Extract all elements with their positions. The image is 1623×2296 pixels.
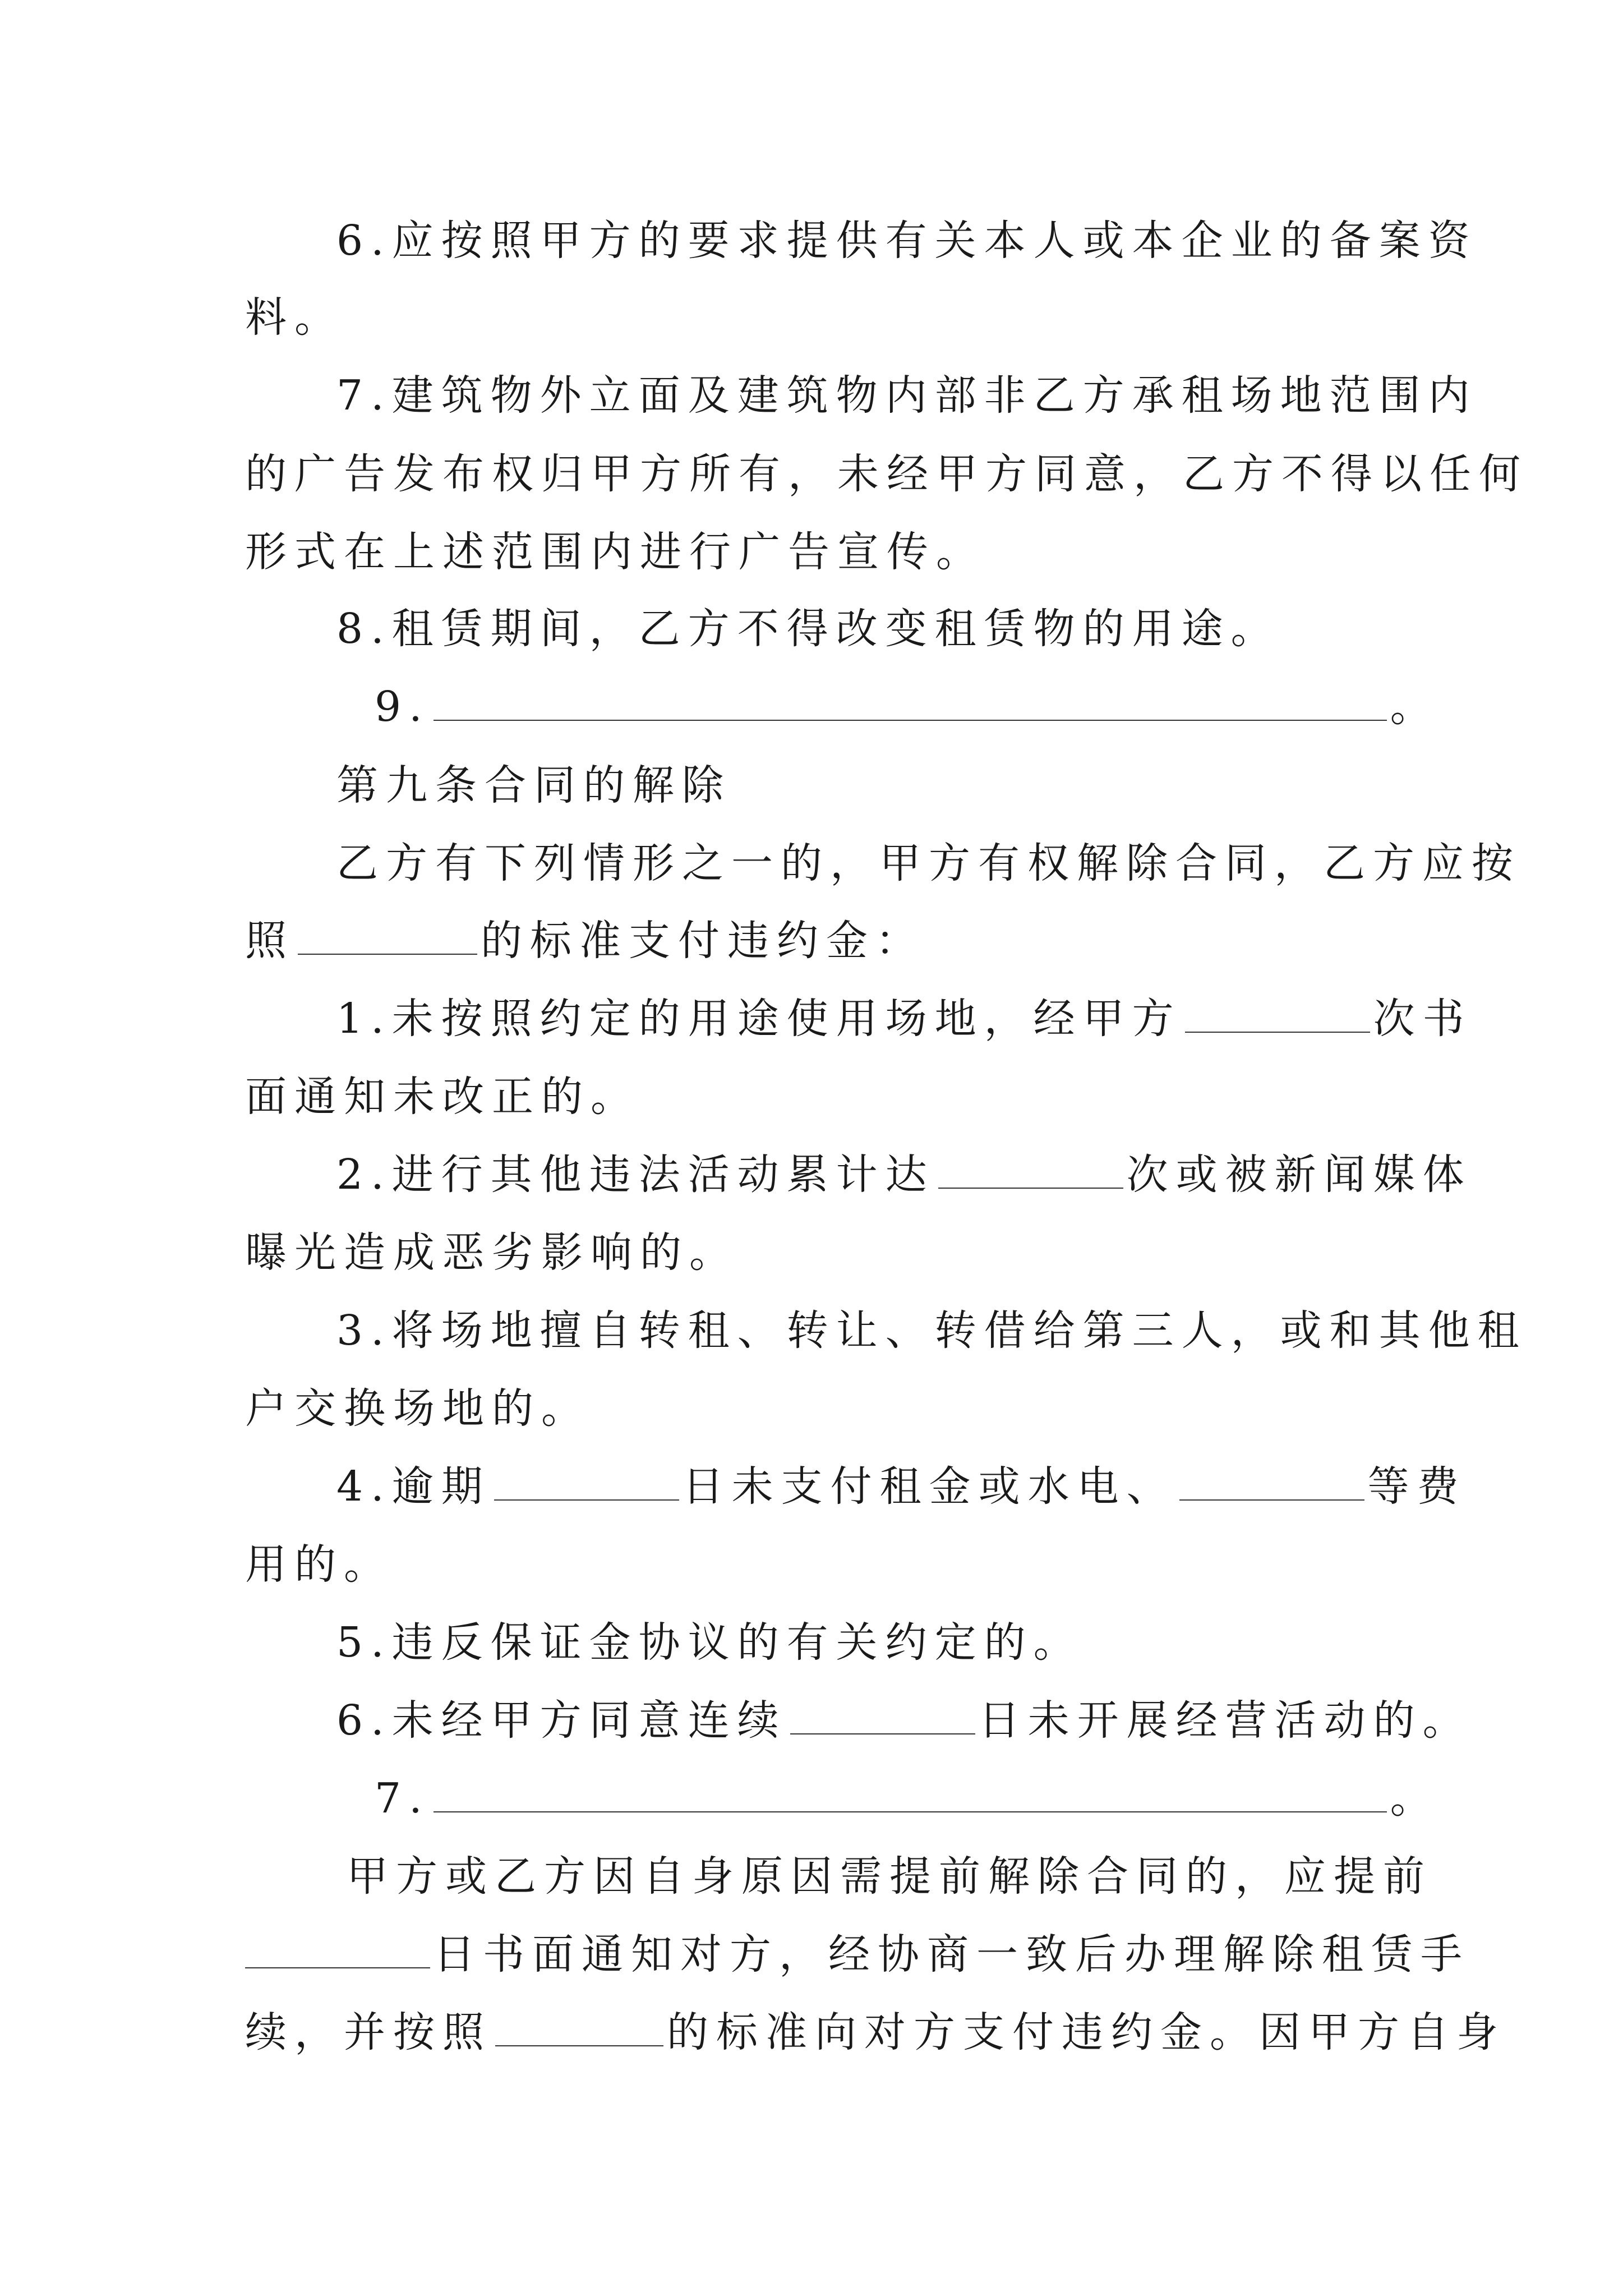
fill-in-blank xyxy=(1179,1466,1364,1501)
text: 。 xyxy=(1390,1774,1440,1823)
text: 6.未经甲方同意连续 xyxy=(336,1696,787,1745)
fill-in-blank xyxy=(495,2012,663,2046)
text: 9. xyxy=(375,683,430,731)
text: 2.进行其他违法活动累计达 xyxy=(336,1151,935,1199)
text: 户交换场地的。 xyxy=(245,1384,591,1433)
paragraph-line xyxy=(245,1069,640,1125)
paragraph-line xyxy=(245,524,985,580)
text: 乙方有下列情形之一的，甲方有权解除合同，乙方应按 xyxy=(336,839,1521,887)
fill-in-blank xyxy=(298,920,477,955)
paragraph-line xyxy=(336,1303,1527,1359)
text: 1.未按照约定的用途使用场地，经甲方 xyxy=(336,995,1182,1043)
text: 3.将场地擅自转租、转让、转借给第三人，或和其他租 xyxy=(336,1306,1527,1355)
text: 曝光造成恶劣影响的。 xyxy=(245,1228,739,1277)
text: 7.建筑物外立面及建筑物内部非乙方承租场地范围内 xyxy=(336,371,1478,420)
text: 续，并按照 xyxy=(245,2008,492,2056)
paragraph-line xyxy=(245,446,1528,502)
paragraph-line xyxy=(245,2004,1506,2060)
text: 等费 xyxy=(1367,1462,1467,1511)
text: 次书 xyxy=(1373,995,1472,1043)
paragraph-line xyxy=(336,1147,1472,1203)
paragraph-line xyxy=(245,1536,393,1593)
fill-in-blank xyxy=(494,1466,679,1501)
paragraph-line xyxy=(336,991,1472,1047)
text: 7. xyxy=(375,1774,430,1823)
text: 的标准向对方支付违约金。因甲方自身 xyxy=(667,2008,1506,2056)
paragraph-line xyxy=(336,835,1521,891)
text: 5.违反保证金协议的有关约定的。 xyxy=(336,1618,1083,1667)
paragraph-line xyxy=(336,601,1280,657)
text: 甲方或乙方因自身原因需提前解除合同的，应提前 xyxy=(347,1852,1432,1901)
text: 第九条合同的解除 xyxy=(336,761,731,809)
paragraph-line xyxy=(245,913,925,969)
fill-in-blank xyxy=(1185,998,1370,1033)
fill-in-blank xyxy=(938,1154,1123,1189)
paragraph-line xyxy=(336,1614,1083,1671)
paragraph-line xyxy=(245,1926,1470,1982)
paragraph-line xyxy=(336,367,1478,424)
text: 6.应按照甲方的要求提供有关本人或本企业的备案资 xyxy=(336,217,1478,265)
fill-in-blank xyxy=(434,686,1387,721)
text: 日书面通知对方，经协商一致后办理解除租赁手 xyxy=(434,1930,1470,1978)
fill-in-blank xyxy=(790,1700,975,1734)
paragraph-line xyxy=(375,1770,1440,1826)
fill-in-blank xyxy=(245,1934,430,1968)
text: 面通知未改正的。 xyxy=(245,1073,640,1121)
text: 用的。 xyxy=(245,1540,393,1589)
paragraph-line xyxy=(245,1225,739,1281)
section-heading xyxy=(336,757,731,813)
paragraph-line xyxy=(336,213,1478,269)
text: 8.租赁期间，乙方不得改变租赁物的用途。 xyxy=(336,605,1280,653)
text: 料。 xyxy=(245,293,344,342)
text: 的广告发布权归甲方所有，未经甲方同意，乙方不得以任何 xyxy=(245,450,1528,498)
fill-in-blank xyxy=(434,1778,1387,1812)
paragraph-line xyxy=(336,1458,1467,1515)
text: 。 xyxy=(1390,683,1440,731)
text: 形式在上述范围内进行广告宣传。 xyxy=(245,528,985,576)
paragraph-line xyxy=(347,1848,1432,1904)
paragraph-line xyxy=(245,289,344,346)
paragraph-line xyxy=(375,679,1440,735)
paragraph-line xyxy=(245,1381,591,1437)
text: 4.逾期 xyxy=(336,1462,491,1511)
text: 次或被新闻媒体 xyxy=(1126,1151,1472,1199)
paragraph-line xyxy=(336,1692,1472,1749)
text: 照 xyxy=(245,917,294,965)
text: 的标准支付违约金： xyxy=(481,917,925,965)
text: 日未开展经营活动的。 xyxy=(978,1696,1472,1745)
text: 日未支付租金或水电、 xyxy=(682,1462,1176,1511)
